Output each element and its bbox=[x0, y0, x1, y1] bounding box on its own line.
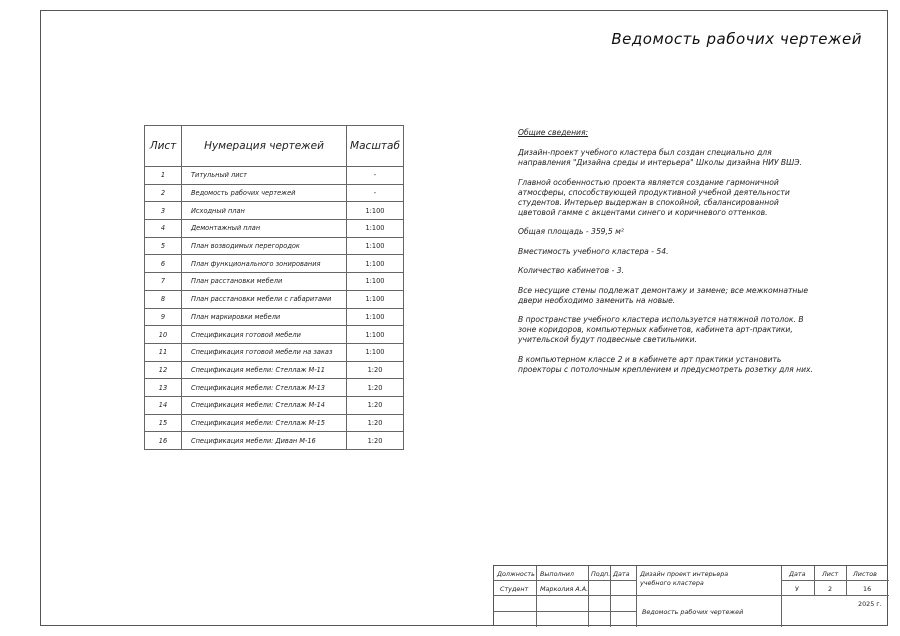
info-paragraph: Общая площадь - 359,5 м² bbox=[518, 227, 624, 236]
cell-drawing-name: Спецификация мебели: Стеллаж М-15 bbox=[182, 414, 347, 432]
info-paragraph: Количество кабинетов - 3. bbox=[518, 266, 624, 275]
cell-drawing-name: План расстановки мебели bbox=[182, 273, 347, 291]
cell-scale: 1:100 bbox=[347, 202, 404, 220]
stamp-header-done: Выполнил bbox=[540, 570, 575, 578]
info-paragraph: В пространстве учебного кластера используется натяжной потолок. В зоне коридоров, компьютерных кабинетов, кабинета арт-практики, учительской будут подвесные светильники. bbox=[518, 315, 804, 344]
drawings-table-body bbox=[145, 167, 404, 450]
cell-scale: 1:100 bbox=[347, 308, 404, 326]
stamp-sheet-number: 2 bbox=[828, 585, 833, 593]
table-row bbox=[145, 432, 404, 450]
cell-scale: 1:100 bbox=[347, 220, 404, 238]
info-paragraphs bbox=[518, 148, 818, 375]
cell-scale: 1:100 bbox=[347, 290, 404, 308]
cell-drawing-name: Спецификация готовой мебели на заказ bbox=[182, 343, 347, 361]
table-row bbox=[145, 290, 404, 308]
cell-drawing-name: Спецификация готовой мебели bbox=[182, 326, 347, 344]
cell-drawing-name: План расстановки мебели с габаритами bbox=[182, 290, 347, 308]
table-row bbox=[145, 220, 404, 238]
cell-drawing-name: План функционального зонирования bbox=[182, 255, 347, 273]
cell-drawing-name: Спецификация мебели: Стеллаж М-11 bbox=[182, 361, 347, 379]
info-paragraph: Главной особенностью проекта является создание гармоничной атмосферы, способствующей продуктивной учебной деятельности студентов. Интерьер выдержан в спокойной, сбалансированной цветовой гамме с акцентами синего и коричневого оттенков. bbox=[518, 177, 790, 217]
cell-sheet-number: 6 bbox=[145, 255, 182, 273]
table-row bbox=[145, 379, 404, 397]
table-row bbox=[145, 184, 404, 202]
info-paragraph: Вместимость учебного кластера - 54. bbox=[518, 246, 669, 256]
cell-sheet-number: 1 bbox=[145, 167, 182, 185]
cell-scale: 1:20 bbox=[347, 432, 404, 450]
table-row bbox=[145, 167, 404, 185]
cell-sheet-number: 3 bbox=[145, 202, 182, 220]
cell-drawing-name: Ведомость рабочих чертежей bbox=[182, 184, 347, 202]
cell-scale: 1:100 bbox=[347, 343, 404, 361]
cell-drawing-name: Спецификация мебели: Стеллаж М-14 bbox=[182, 396, 347, 414]
cell-sheet-number: 11 bbox=[145, 343, 182, 361]
cell-sheet-number: 12 bbox=[145, 361, 182, 379]
cell-sheet-number: 7 bbox=[145, 273, 182, 291]
stamp-header-sheets: Листов bbox=[853, 570, 877, 578]
sheet-title: Ведомость рабочих чертежей bbox=[611, 30, 862, 48]
cell-drawing-name: Спецификация мебели: Диван М-16 bbox=[182, 432, 347, 450]
header-sheet: Лист bbox=[145, 126, 182, 167]
drawings-table bbox=[144, 125, 404, 450]
stamp-sheet-count: 16 bbox=[863, 585, 872, 593]
cell-drawing-name: План возводимых перегородок bbox=[182, 237, 347, 255]
table-row bbox=[145, 326, 404, 344]
table-header-row bbox=[145, 126, 404, 167]
info-heading: Общие сведения: bbox=[518, 128, 589, 137]
cell-scale: 1:100 bbox=[347, 326, 404, 344]
info-paragraph: В компьютерном классе 2 и в кабинете арт практики установить проекторы с потолочным креплением и предусмотреть розетку для них. bbox=[518, 354, 813, 374]
cell-sheet-number: 4 bbox=[145, 220, 182, 238]
cell-sheet-number: 9 bbox=[145, 308, 182, 326]
table-row bbox=[145, 414, 404, 432]
cell-scale: 1:20 bbox=[347, 414, 404, 432]
cell-sheet-number: 13 bbox=[145, 379, 182, 397]
cell-scale: 1:20 bbox=[347, 379, 404, 397]
cell-scale: 1:100 bbox=[347, 255, 404, 273]
table-row bbox=[145, 361, 404, 379]
info-paragraph: Все несущие стены подлежат демонтажу и замене; все межкомнатные двери необходимо заменить на новые. bbox=[518, 285, 809, 305]
stamp-header-sign: Подп. bbox=[591, 570, 611, 578]
cell-drawing-name: Спецификация мебели: Стеллаж М-13 bbox=[182, 379, 347, 397]
stamp-doc-title: Ведомость рабочих чертежей bbox=[642, 608, 744, 616]
stamp-stage: У bbox=[795, 585, 799, 593]
stamp-header-date2: Дата bbox=[789, 570, 806, 578]
cell-scale: 1:100 bbox=[347, 273, 404, 291]
cell-sheet-number: 16 bbox=[145, 432, 182, 450]
cell-sheet-number: 2 bbox=[145, 184, 182, 202]
general-info bbox=[518, 128, 818, 384]
header-scale: Масштаб bbox=[347, 126, 404, 167]
table-row bbox=[145, 343, 404, 361]
cell-sheet-number: 15 bbox=[145, 414, 182, 432]
table-row bbox=[145, 202, 404, 220]
table-row bbox=[145, 308, 404, 326]
cell-scale: - bbox=[347, 167, 404, 185]
title-block bbox=[493, 565, 888, 626]
cell-sheet-number: 14 bbox=[145, 396, 182, 414]
table-row bbox=[145, 255, 404, 273]
cell-drawing-name: Демонтажный план bbox=[182, 220, 347, 238]
header-name: Нумерация чертежей bbox=[182, 126, 347, 167]
cell-scale: 1:100 bbox=[347, 237, 404, 255]
cell-sheet-number: 10 bbox=[145, 326, 182, 344]
cell-sheet-number: 5 bbox=[145, 237, 182, 255]
stamp-year: 2025 г. bbox=[858, 600, 882, 608]
table-row bbox=[145, 396, 404, 414]
cell-scale: 1:20 bbox=[347, 396, 404, 414]
cell-drawing-name: План маркировки мебели bbox=[182, 308, 347, 326]
stamp-project: Дизайн проект интерьера учебного кластера bbox=[640, 570, 729, 587]
info-paragraph: Дизайн-проект учебного кластера был создан специально для направления "Дизайна среды и интерьера" Школы дизайна НИУ ВШЭ. bbox=[518, 148, 802, 167]
stamp-header-sheet: Лист bbox=[822, 570, 839, 578]
cell-sheet-number: 8 bbox=[145, 290, 182, 308]
stamp-author: Марколия А.А. bbox=[540, 585, 589, 593]
cell-scale: - bbox=[347, 184, 404, 202]
stamp-position: Студент bbox=[500, 585, 529, 593]
cell-scale: 1:20 bbox=[347, 361, 404, 379]
cell-drawing-name: Исходный план bbox=[182, 202, 347, 220]
stamp-header-position: Должность bbox=[497, 570, 535, 578]
cell-drawing-name: Титульный лист bbox=[182, 167, 347, 185]
table-row bbox=[145, 237, 404, 255]
table-row bbox=[145, 273, 404, 291]
stamp-header-date: Дата bbox=[613, 570, 630, 578]
